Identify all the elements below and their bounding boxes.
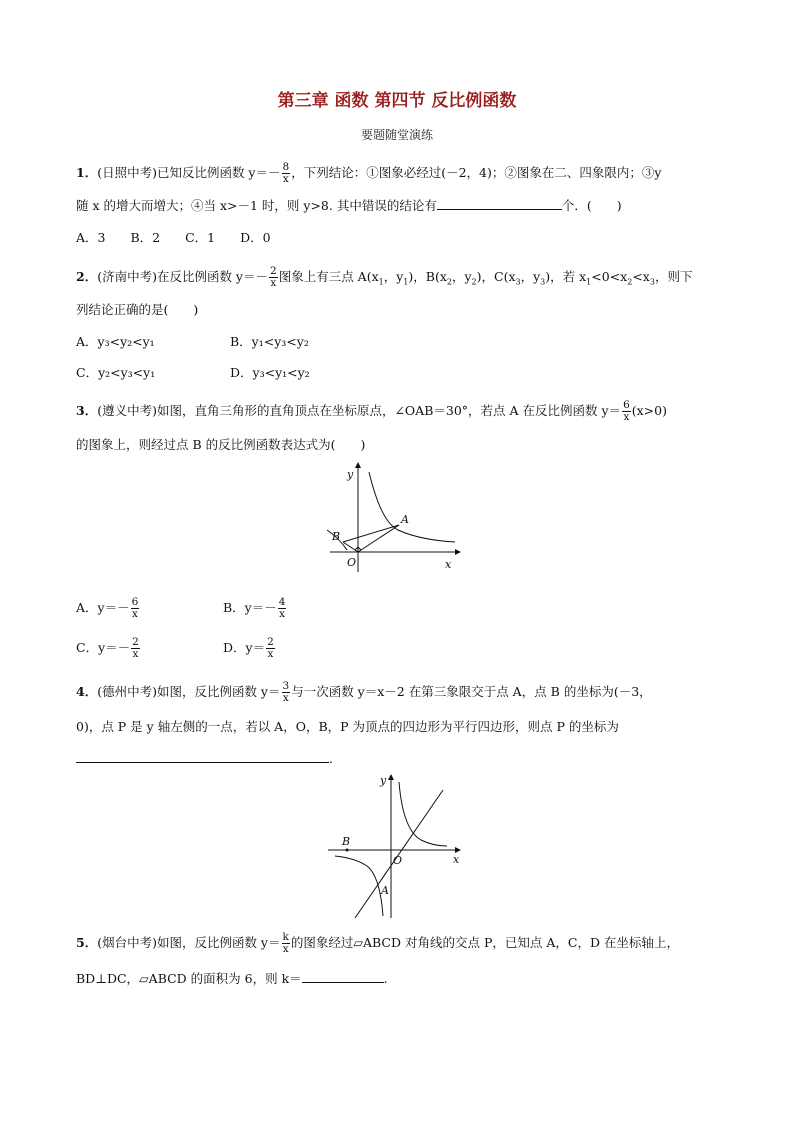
q2-fraction [269, 266, 278, 289]
q3-text-a: (遵义中考)如图，直角三角形的直角顶点在坐标原点，∠OAB＝30°，若点 A 在反比例函数 y＝ [97, 403, 622, 418]
q2-option-c: C．y₂<y₃<y₁ [76, 365, 156, 380]
q4-text-b: 与一次函数 y＝x－2 在第三象限交于点 A，点 B 的坐标为(－3， [291, 684, 652, 699]
q3-label-o: O [347, 556, 357, 569]
q3-option-a-prefix: A．y＝－ [76, 600, 130, 615]
q1-text-d: 个．( ) [561, 198, 622, 213]
q3-curve-a [369, 472, 455, 542]
q3-option-b-den: x [279, 608, 286, 620]
q3-label-y: y [347, 468, 354, 481]
q3-figure [325, 460, 470, 575]
q3-line2: 的图象上，则经过点 B 的反比例函数表达式为( ) [76, 437, 366, 452]
q4-y-arrow [388, 774, 394, 780]
q3-number: 3． [76, 403, 98, 418]
q2-sub: 2 [446, 277, 452, 287]
q1-options: A．3 B．2 C．1 D．0 [76, 230, 271, 245]
q1-frac-num: 8 [282, 161, 290, 173]
q4-line1 [76, 681, 652, 704]
q2-text-b: 图象上有三点 A(x [278, 269, 379, 284]
q2-text: )，B(x [408, 269, 447, 284]
q4-label-y: y [380, 774, 387, 787]
q1-text-a: (日照中考)已知反比例函数 y＝－ [97, 165, 281, 180]
q2-sub: 3 [649, 277, 655, 287]
q2-frac-den: x [270, 277, 277, 289]
q2-line1 [76, 266, 692, 292]
q3-segment-oa [358, 525, 399, 552]
q3-option-a [76, 597, 140, 620]
q3-option-b [223, 597, 287, 620]
q1-number: 1． [76, 165, 98, 180]
q3-label-a: A [401, 513, 409, 526]
q5-text-c: BD⊥DC，▱ABCD 的面积为 6，则 k＝ [76, 971, 302, 986]
q2-text: <x [632, 269, 650, 284]
q3-option-a-den: x [131, 608, 138, 620]
q2-text: ) [545, 269, 551, 284]
q3-option-d-fraction [266, 637, 275, 660]
q1-fraction [282, 162, 291, 185]
q5-text-b: 的图象经过▱ABCD 对角线的交点 P，已知点 A，C，D 在坐标轴上， [290, 935, 679, 950]
q4-label-a: A [381, 884, 389, 897]
q2-option-b: B．y₁<y₃<y₂ [230, 334, 309, 349]
q2-number: 2． [76, 269, 98, 284]
q4-number: 4． [76, 684, 98, 699]
q2-line2: 列结论正确的是( ) [76, 302, 199, 317]
q5-fraction [282, 932, 290, 955]
q1-frac-den: x [282, 173, 289, 185]
q1-answer-blank[interactable] [437, 197, 562, 210]
q5-text-a: (烟台中考)如图，反比例函数 y＝ [97, 935, 281, 950]
q2-text-c: ，若 x [550, 269, 587, 284]
q2-text: ，y [383, 269, 404, 284]
q2-sub: 2 [471, 277, 477, 287]
q3-option-d-den: x [267, 648, 274, 660]
q2-text: )，C(x [476, 269, 516, 284]
q2-sub: 3 [540, 277, 546, 287]
q3-option-a-fraction [131, 597, 140, 620]
q5-frac-num: k [282, 931, 289, 943]
q2-sub: 3 [515, 277, 521, 287]
q3-option-d [223, 637, 276, 660]
q3-option-d-prefix: D．y＝ [223, 640, 266, 655]
q4-point-b [346, 849, 349, 852]
q3-text-b: (x>0) [631, 403, 667, 418]
q4-line2: 0)，点 P 是 y 轴左侧的一点，若以 A，O，B，P 为顶点的四边形为平行四边形，则点 P 的坐标为 [76, 719, 619, 734]
q5-number: 5． [76, 935, 98, 950]
q3-option-c [76, 637, 141, 660]
q3-segment-ab [343, 525, 399, 542]
q4-frac-num: 3 [282, 680, 290, 692]
q3-frac-num: 6 [623, 399, 630, 411]
q3-label-x: x [445, 558, 452, 571]
q4-answer-blank[interactable] [76, 750, 329, 763]
q5-period: . [383, 971, 388, 986]
q5-line2 [76, 970, 388, 988]
q3-label-b: B [332, 530, 341, 543]
q5-frac-den: x [282, 943, 289, 955]
q3-option-c-num: 2 [132, 636, 139, 648]
q2-text: <0<x [591, 269, 628, 284]
page-title: 第三章 函数 第四节 反比例函数 [277, 91, 517, 111]
q4-label-o: O [393, 854, 403, 867]
q2-sub: 1 [586, 277, 592, 287]
q3-option-c-prefix: C．y＝－ [76, 640, 131, 655]
q2-text: ，y [520, 269, 541, 284]
q4-frac-den: x [282, 692, 289, 704]
q2-sub: 2 [627, 277, 633, 287]
q1-line2 [76, 197, 622, 215]
page-subtitle: 要题随堂演练 [360, 128, 433, 142]
q4-figure [325, 770, 475, 920]
q2-option-d: D．y₃<y₁<y₂ [230, 365, 310, 380]
q4-fraction [282, 681, 291, 704]
q3-line1 [76, 400, 667, 423]
q3-option-d-num: 2 [267, 636, 274, 648]
q3-y-arrow [355, 462, 361, 468]
q3-frac-den: x [623, 411, 630, 423]
q3-option-b-num: 4 [278, 596, 286, 608]
q3-option-a-num: 6 [131, 596, 139, 608]
q5-answer-blank[interactable] [302, 970, 384, 983]
q1-text-c: 随 x 的增大而增大；④当 x>－1 时，则 y>8. 其中错误的结论有 [76, 198, 437, 213]
q4-text-a: (德州中考)如图，反比例函数 y＝ [97, 684, 281, 699]
q4-label-b: B [342, 835, 351, 848]
q1-line1 [76, 162, 661, 185]
q3-fraction [622, 400, 631, 423]
q2-frac-num: 2 [270, 265, 277, 277]
q3-option-c-fraction [131, 637, 140, 660]
q3-option-b-prefix: B．y＝－ [223, 600, 277, 615]
q4-curve-q3 [335, 856, 383, 916]
q4-line3 [76, 750, 333, 768]
q2-text-d: ，则下 [654, 269, 693, 284]
q2-sub: 1 [403, 277, 409, 287]
q4-period: . [329, 751, 333, 766]
q3-x-arrow [455, 549, 461, 555]
q3-option-b-fraction [278, 597, 287, 620]
q2-option-a: A．y₃<y₂<y₁ [76, 334, 155, 349]
q4-label-x: x [453, 853, 460, 866]
q4-curve-q1 [399, 782, 447, 846]
q5-line1 [76, 932, 679, 955]
q3-option-c-den: x [132, 648, 139, 660]
q2-text: ，y [451, 269, 472, 284]
q1-text-b: ，下列结论：①图象必经过(－2，4)；②图象在二、四象限内；③y [291, 165, 662, 180]
q2-sub: 1 [378, 277, 384, 287]
q2-text-a: (济南中考)在反比例函数 y＝－ [97, 269, 268, 284]
